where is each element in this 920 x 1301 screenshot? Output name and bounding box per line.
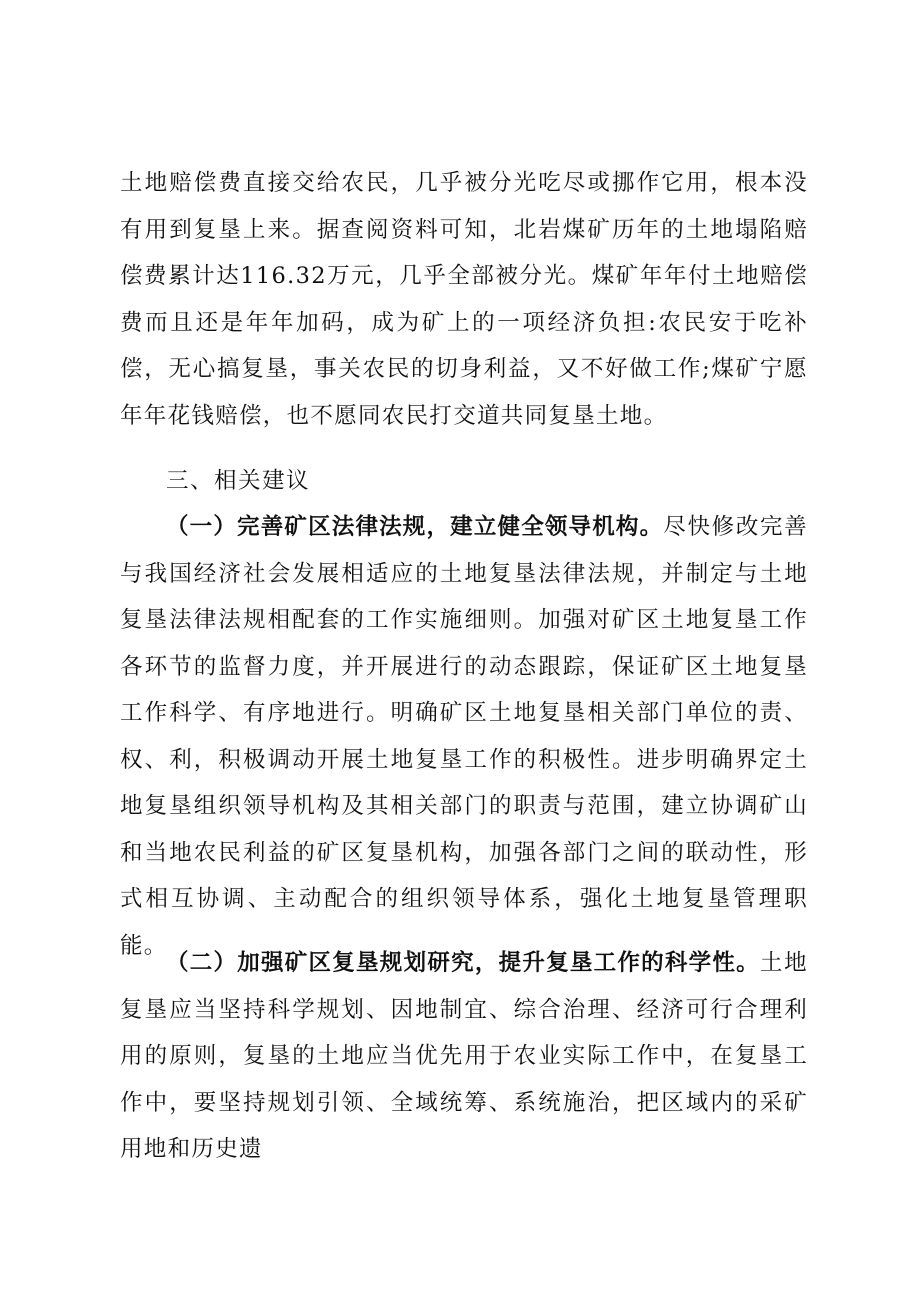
paragraph-text: 土地赔偿费直接交给农民，几乎被分光吃尽或挪作它用，根本没有用到复垦上来。据查阅资料可知，北岩煤矿历年的土地塌陷赔偿费累计达116.32万元，几乎全部被分光。煤矿年年付土地赔偿费而且还是年年加码，成为矿上的一项经济负担:农民安于吃补偿，无心搞复垦，事关农民的切身利益，又不好做工作;煤矿宁愿年年花钱赔偿，也不愿同农民打交道共同复垦土地。 bbox=[120, 170, 808, 429]
section-heading: 三、相关建议 bbox=[166, 468, 311, 494]
item-1-body: 尽快修改完善与我国经济社会发展相适应的土地复垦法律法规，并制定与土地复垦法律法规相配套的工作实施细则。加强对矿区土地复垦工作各环节的监督力度，并开展进行的动态跟踪，保证矿区土地复垦工作科学、有序地进行。明确矿区土地复垦相关部门单位的责、权、利，积极调动开展土地复垦工作的积极性。进步明确界定土地复垦组织领导机构及其相关部门的职责与范围，建立协调矿山和当地农民利益的矿区复垦机构，加强各部门之间的联动性，形式相互协调、主动配合的组织领导体系，强化土地复垦管理职能。 bbox=[120, 514, 808, 959]
paragraph-item-1 bbox=[120, 504, 808, 969]
item-2-lead: （二）加强矿区复垦规划研究，提升复垦工作的科学性。 bbox=[166, 950, 760, 976]
paragraph-compensation-issue bbox=[120, 160, 808, 439]
item-1-lead: （一）完善矿区法律法规，建立健全领导机构。 bbox=[166, 514, 664, 540]
paragraph-item-2 bbox=[120, 940, 808, 1173]
item-2-body: 土地复垦应当坚持科学规划、因地制宜、综合治理、经济可行合理利用的原则，复垦的土地应当优先用于农业实际工作中，在复垦工作中，要坚持规划引领、全域统筹、系统施治，把区域内的采矿用地和历史遗 bbox=[120, 950, 808, 1162]
